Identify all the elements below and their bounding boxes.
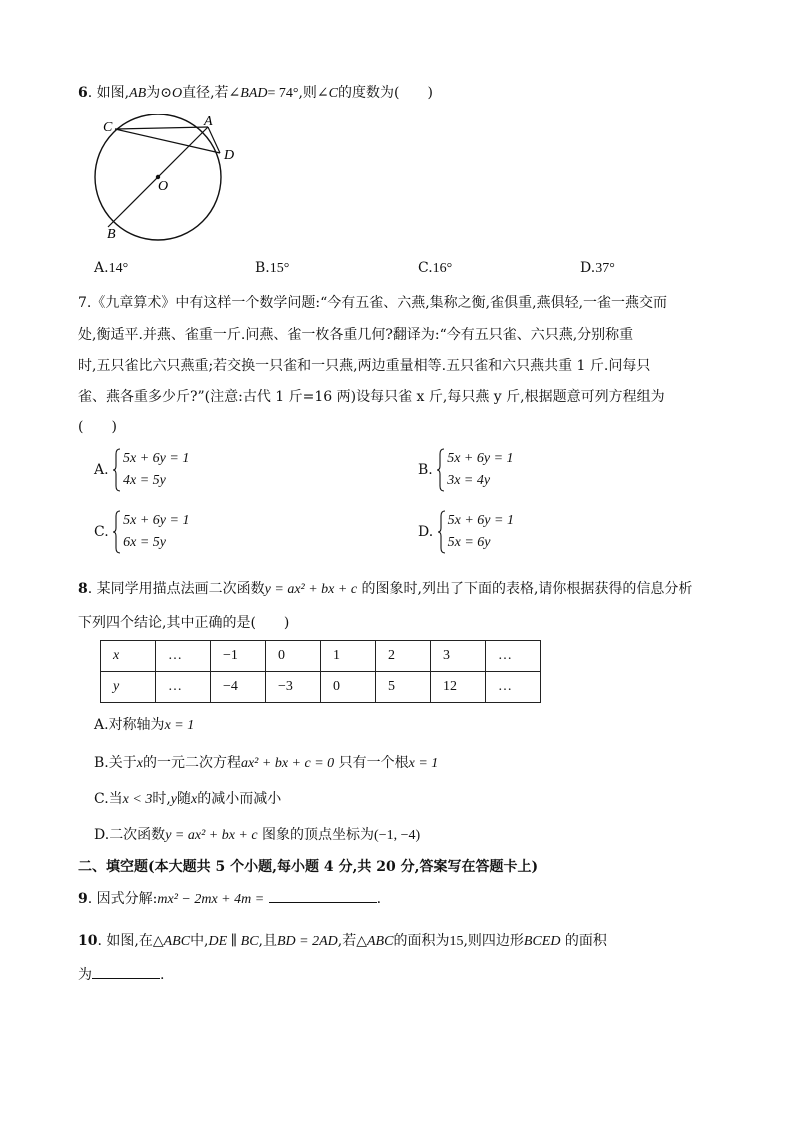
equation-2: 3x = 4y <box>447 473 491 488</box>
brace-icon <box>113 510 121 554</box>
option-math: (−1, −4) <box>374 828 421 843</box>
table-cell: −1 <box>211 641 266 672</box>
q8-function: y = ax² + bx + c <box>264 582 358 597</box>
q9-text: . 因式分解: <box>87 891 158 907</box>
equation-1: 5x + 6y = 1 <box>123 513 190 528</box>
q10-math: BCED <box>523 934 561 949</box>
option-label: B. <box>94 755 109 771</box>
table-cell: … <box>486 672 541 703</box>
q6-bad: BAD <box>240 86 268 101</box>
q7-line-1: 7.《九章算术》中有这样一个数学问题:“今有五雀、六燕,集称之衡,雀俱重,燕俱轻,一雀一燕交而 <box>78 295 668 311</box>
option-text: 15° <box>269 261 290 276</box>
label-c: C <box>103 120 113 135</box>
q7-option-b <box>418 448 514 492</box>
q10-text: 的面积为 <box>393 933 450 949</box>
q6-option-d <box>580 260 615 277</box>
table-cell: 3 <box>431 641 486 672</box>
q10-number: 10 <box>78 933 98 949</box>
option-label: A. <box>94 260 109 276</box>
option-text: 随 <box>177 791 192 807</box>
q6-stem-c: 直径,若∠ <box>182 85 241 101</box>
q7-line-2: 处,衡适平.并燕、雀重一斤.问燕、雀一枚各重几何?翻译为:“今有五只雀、六只燕,分别称重 <box>78 327 634 343</box>
brace-icon <box>438 510 446 554</box>
q8-option-c <box>94 788 281 808</box>
q8-option-d <box>94 824 420 844</box>
q6-stem-d: = 74° <box>267 86 299 101</box>
option-math: x = 1 <box>408 756 439 771</box>
option-label: A. <box>94 717 109 733</box>
option-math: x <box>136 756 143 771</box>
chord-ca <box>115 127 208 129</box>
table-cell: 0 <box>321 672 376 703</box>
option-math: y <box>170 792 178 807</box>
equation-1: 5x + 6y = 1 <box>447 513 514 528</box>
q6-option-c <box>418 260 452 277</box>
q10-math: BD = 2AD <box>277 934 338 949</box>
option-label: D. <box>94 827 110 843</box>
option-label: C. <box>94 791 109 807</box>
q6-option-a <box>94 260 128 277</box>
label-b: B <box>107 227 116 242</box>
q10-math: 15 <box>449 934 464 949</box>
q6-stem-a: . 如图, <box>87 85 130 101</box>
q10-text: ,则四边形 <box>463 933 524 949</box>
section-2-title: 二、填空题(本大题共 5 个小题,每小题 4 分,共 20 分,答案写在答题卡上) <box>78 859 539 875</box>
table-cell: 1 <box>321 641 376 672</box>
equation-2: 6x = 5y <box>123 535 166 550</box>
q10-answer-blank[interactable] <box>92 964 160 979</box>
q9-answer-blank[interactable] <box>269 888 377 903</box>
q8-option-a <box>94 714 194 734</box>
q10-math: △ABC <box>152 934 191 949</box>
equation-2: 5x = 6y <box>447 535 491 550</box>
q10-math: △ABC <box>356 934 394 949</box>
q10-math: DE ∥ BC <box>208 934 259 949</box>
option-text: 14° <box>108 261 129 276</box>
table-cell: … <box>486 641 541 672</box>
q6-c: C <box>328 86 339 101</box>
option-text: 37° <box>595 261 615 276</box>
option-text: 只有一个根 <box>338 755 409 771</box>
q6-o: O <box>171 86 183 101</box>
table-cell: x <box>101 641 156 672</box>
q6-stem-f: 的度数为( ) <box>338 85 433 101</box>
q8-number: 8 <box>78 581 88 597</box>
q10-line-2 <box>78 964 164 984</box>
table-cell: … <box>156 672 211 703</box>
q10-text: . 如图,在 <box>97 933 153 949</box>
option-text: 的减小而减小 <box>197 791 282 807</box>
option-label: D. <box>418 524 434 540</box>
option-math: y = ax² + bx + c <box>165 828 258 843</box>
option-text: 关于 <box>108 755 137 771</box>
q7-option-c <box>94 510 189 554</box>
option-math: x = 1 <box>164 718 195 733</box>
option-label: D. <box>580 260 596 276</box>
q6-circle-figure <box>86 114 246 244</box>
q9-number: 9 <box>78 891 88 907</box>
q7-line-3: 时,五只雀比六只燕重;若交换一只雀和一只燕,两边重量相等.五只雀和六只燕共重 1 斤.问每只 <box>78 358 651 374</box>
q7-line-5: ( ) <box>78 419 117 435</box>
q8-stem-a: . 某同学用描点法画二次函数 <box>87 581 265 597</box>
option-label: A. <box>94 462 109 478</box>
q9-expression: mx² − 2mx + 4m = <box>157 892 265 907</box>
option-text: 对称轴为 <box>108 717 165 733</box>
label-a: A <box>204 114 213 129</box>
option-label: C. <box>94 524 109 540</box>
option-label: B. <box>255 260 270 276</box>
q6-number: 6 <box>78 85 88 101</box>
option-math: x < 3 <box>122 792 153 807</box>
table-cell: −3 <box>266 672 321 703</box>
table-cell: 5 <box>376 672 431 703</box>
equation-system <box>113 448 189 492</box>
option-text: 二次函数 <box>109 827 166 843</box>
equation-1: 5x + 6y = 1 <box>123 451 190 466</box>
q7-line-4: 雀、燕各重多少斤?”(注意:古代 1 斤=16 两)设每只雀 x 斤,每只燕 y 斤,根据题意可列方程组为 <box>78 389 665 405</box>
q10-text: 中, <box>190 933 209 949</box>
label-o: O <box>158 179 169 194</box>
brace-icon <box>113 448 121 492</box>
q8-option-b <box>94 752 438 772</box>
equation-system <box>438 510 514 554</box>
option-text: 的一元二次方程 <box>142 755 241 771</box>
option-text: 图象的顶点坐标为 <box>262 827 375 843</box>
q9-stem <box>78 888 381 908</box>
q6-stem-b: 为⊙ <box>146 85 172 101</box>
equation-2: 4x = 5y <box>123 473 166 488</box>
equation-system <box>113 510 189 554</box>
option-label: C. <box>418 260 433 276</box>
q8-value-table <box>100 640 541 703</box>
option-label: B. <box>418 462 433 478</box>
q10-text: ,若 <box>337 933 357 949</box>
option-math: ax² + bx + c = 0 <box>240 756 335 771</box>
option-math: x <box>191 792 198 807</box>
q8-stem <box>78 578 692 598</box>
chord-cd <box>115 129 220 153</box>
q6-ab: AB <box>129 86 147 101</box>
table-cell: … <box>156 641 211 672</box>
q10-text: 的面积 <box>564 933 607 949</box>
table-cell: y <box>101 672 156 703</box>
q6-stem <box>78 82 433 102</box>
q8-stem-b: 的图象时,列出了下面的表格,请你根据获得的信息分析 <box>361 581 693 597</box>
q6-stem-e: ,则∠ <box>298 85 329 101</box>
q9-end: . <box>376 891 382 907</box>
option-text: 时, <box>152 791 171 807</box>
table-cell: 2 <box>376 641 431 672</box>
equation-system <box>437 448 513 492</box>
label-d: D <box>224 148 235 163</box>
table-row-y <box>101 672 541 703</box>
table-cell: 0 <box>266 641 321 672</box>
option-text: 16° <box>432 261 453 276</box>
table-row-x <box>101 641 541 672</box>
q7-option-a <box>94 448 189 492</box>
table-cell: −4 <box>211 672 266 703</box>
q10-text: ,且 <box>258 933 277 949</box>
q10-stem <box>78 930 607 950</box>
brace-icon <box>437 448 445 492</box>
q8-line-2: 下列四个结论,其中正确的是( ) <box>78 615 290 631</box>
q7-option-d <box>418 510 514 554</box>
q10-text: 为 <box>78 967 92 983</box>
table-cell: 12 <box>431 672 486 703</box>
option-text: 当 <box>108 791 123 807</box>
q6-option-b <box>255 260 289 277</box>
q10-end: . <box>160 967 165 983</box>
equation-1: 5x + 6y = 1 <box>447 451 514 466</box>
